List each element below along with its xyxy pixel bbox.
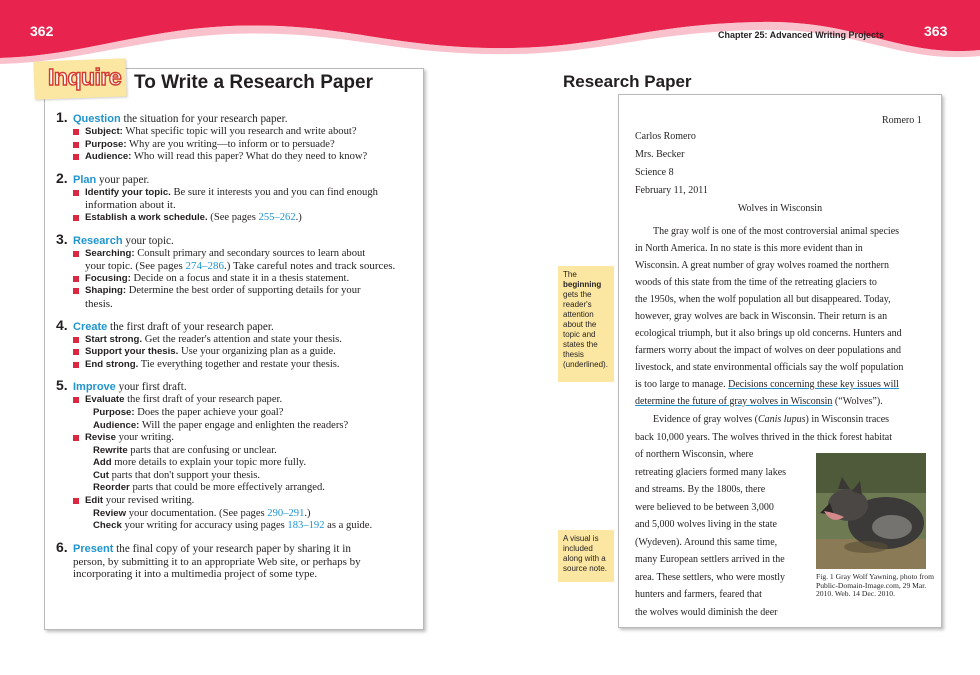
species-name: Canis lupus bbox=[757, 414, 806, 425]
page-link[interactable]: 183–192 bbox=[287, 520, 325, 532]
text-line: back 10,000 years. The wolves thrived in the thick forest habitat bbox=[635, 431, 892, 443]
item-text: Consult primary and secondary sources to learn about bbox=[134, 247, 366, 259]
paper-date: February 11, 2011 bbox=[635, 185, 708, 196]
item-continuation: information about it. bbox=[85, 199, 176, 212]
step-create bbox=[56, 318, 418, 372]
item-text: What specific topic will you research and write about? bbox=[122, 126, 357, 137]
item-label: Searching: bbox=[85, 247, 135, 259]
page-link[interactable]: 255–262 bbox=[258, 211, 296, 223]
step-number: 6. bbox=[56, 538, 68, 555]
bullet-icon bbox=[73, 397, 79, 403]
item-continuation: thesis. bbox=[85, 297, 113, 310]
step-number: 3. bbox=[56, 230, 68, 247]
left-page-number: 362 bbox=[30, 23, 54, 39]
sub-item bbox=[56, 407, 418, 420]
sub-item bbox=[56, 445, 418, 458]
item-label: Support your thesis. bbox=[85, 346, 179, 358]
text-line: the 1950s, when the wolf population all but disappeared. Today, bbox=[635, 294, 891, 305]
item-label: Start strong. bbox=[85, 333, 143, 345]
item-continuation bbox=[56, 260, 418, 273]
item-text: .) Take careful notes and track sources. bbox=[224, 260, 396, 273]
item-label: Shaping: bbox=[85, 285, 127, 297]
bullet-icon bbox=[73, 337, 79, 343]
list-item bbox=[56, 248, 418, 261]
bullet-icon bbox=[73, 215, 79, 221]
text-line: of northern Wisconsin, where bbox=[635, 449, 754, 460]
item-text: Use your organizing plan as a guide. bbox=[178, 346, 336, 358]
item-label: End strong. bbox=[85, 358, 139, 370]
step-text: your paper. bbox=[96, 173, 150, 186]
list-item bbox=[56, 394, 418, 407]
text-line: woods of this state from the time of the retreating glaciers to bbox=[635, 277, 877, 288]
margin-note-visual: A visual is included along with a source note. bbox=[558, 530, 614, 582]
text-line: hunters and farmers, feared that bbox=[635, 589, 762, 600]
paragraph-1 bbox=[635, 223, 935, 410]
text-line bbox=[635, 393, 935, 410]
list-item bbox=[56, 432, 418, 445]
step-keyword: Question bbox=[73, 113, 121, 125]
item-text: Decide on a focus and state it in a thesis statement. bbox=[130, 272, 350, 284]
list-item bbox=[56, 359, 418, 372]
step-text: the final copy of your research paper by sharing it in bbox=[113, 542, 352, 555]
list-item bbox=[56, 346, 418, 359]
step-text: the first draft of your research paper. bbox=[107, 320, 274, 333]
item-label: Focusing: bbox=[85, 272, 131, 284]
sub-item bbox=[56, 420, 418, 433]
step-number: 4. bbox=[56, 316, 68, 333]
text-line: livestock, and state environmental officials say the wolf population bbox=[635, 362, 904, 373]
research-paper-sample bbox=[618, 94, 942, 628]
item-text: more details to explain your topic more fully. bbox=[111, 457, 307, 469]
item-label: Check bbox=[93, 520, 122, 532]
paper-title: Wolves in Wisconsin bbox=[737, 203, 823, 214]
item-text: parts that could be more effectively arranged. bbox=[129, 482, 325, 494]
text-line: in North America. In no state is this more evident than in bbox=[635, 243, 863, 254]
sub-item bbox=[56, 520, 418, 533]
chapter-title: Chapter 25: Advanced Writing Projects bbox=[718, 30, 885, 40]
item-text: Why are you writing—to inform or to persuade? bbox=[126, 138, 335, 150]
list-item bbox=[56, 139, 418, 152]
bullet-icon bbox=[73, 362, 79, 368]
list-item bbox=[56, 151, 418, 164]
step-number: 5. bbox=[56, 377, 68, 394]
step-plan bbox=[56, 171, 418, 225]
item-label: Reorder bbox=[93, 482, 130, 494]
item-text: Determine the best order of supporting details for your bbox=[126, 285, 361, 297]
step-keyword: Improve bbox=[73, 381, 116, 394]
step-keyword: Research bbox=[73, 234, 123, 247]
running-head: Romero 1 bbox=[882, 115, 922, 126]
item-text: Will the paper engage and enlighten the readers? bbox=[139, 419, 349, 431]
text-line: however, gray wolves are back in Wisconsin. Their return is an bbox=[635, 311, 888, 322]
text-line: the wolves would diminish the deer bbox=[635, 606, 778, 618]
item-label: Evaluate bbox=[85, 394, 125, 406]
item-text: .) bbox=[304, 507, 311, 519]
note-text: gets the reader's attention about the topic and states the thesis (underlined). bbox=[563, 290, 608, 369]
item-text: parts that don't support your thesis. bbox=[108, 469, 261, 481]
text-line: retreating glaciers formed many lakes bbox=[635, 466, 787, 478]
item-label: Establish a work schedule. bbox=[85, 211, 208, 223]
text-line bbox=[635, 411, 935, 429]
wolf-photo bbox=[816, 453, 926, 569]
class-name: Science 8 bbox=[635, 167, 674, 178]
sub-item bbox=[56, 457, 418, 470]
item-text: Tie everything together and restate your thesis. bbox=[138, 358, 340, 370]
text-line: and streams. By the 1800s, there bbox=[635, 484, 766, 495]
item-text: parts that are confusing or unclear. bbox=[127, 444, 277, 456]
text-segment: is too large to manage. bbox=[635, 379, 729, 390]
item-label: Subject: bbox=[85, 126, 123, 137]
text-line: farmers worry about the impact of wolves on deer populations and bbox=[635, 345, 902, 356]
sub-item bbox=[56, 470, 418, 483]
step-number: 2. bbox=[56, 169, 68, 186]
list-item bbox=[56, 273, 418, 286]
step-question bbox=[56, 110, 418, 164]
step-continuation: incorporating it into a multimedia project of some type. bbox=[73, 568, 318, 581]
step-number: 1. bbox=[56, 109, 68, 125]
thesis-underline: Decisions concerning these key issues will bbox=[728, 379, 899, 390]
item-text: Be sure it interests you and you can find enough bbox=[170, 186, 378, 198]
bullet-icon bbox=[73, 498, 79, 504]
item-text: .) bbox=[295, 211, 302, 223]
item-label: Revise bbox=[85, 432, 116, 444]
left-title: To Write a Research Paper bbox=[134, 72, 374, 93]
step-keyword: Plan bbox=[73, 173, 97, 186]
item-text: Who will read this paper? What do they need to know? bbox=[131, 151, 368, 163]
step-text: your topic. bbox=[122, 234, 174, 247]
item-label: Rewrite bbox=[93, 444, 128, 456]
text-line bbox=[635, 376, 935, 393]
step-research bbox=[56, 232, 418, 311]
item-label: Cut bbox=[93, 469, 109, 481]
bullet-icon bbox=[73, 190, 79, 196]
text-line: and 5,000 wolves living in the state bbox=[635, 519, 777, 530]
text-segment: Evidence of gray wolves ( bbox=[653, 414, 758, 425]
step-continuation: person, by submitting it to an appropriate Web site, or perhaps by bbox=[73, 555, 361, 568]
author-name: Carlos Romero bbox=[635, 131, 696, 142]
item-label: Audience: bbox=[93, 419, 140, 431]
text-segment: (“Wolves”). bbox=[832, 396, 883, 407]
step-keyword: Present bbox=[73, 542, 114, 555]
right-page-number: 363 bbox=[924, 23, 948, 39]
list-item bbox=[56, 495, 418, 508]
bullet-icon bbox=[73, 276, 79, 282]
inquire-badge: Inquire bbox=[48, 64, 122, 90]
item-text: your writing for accuracy using pages bbox=[121, 520, 288, 532]
bullet-icon bbox=[73, 288, 79, 294]
figure-caption: Fig. 1 Gray Wolf Yawning, photo from Public-Domain-Image.com, 29 Mar. 2010. Web. 14 Dec. 2010. bbox=[816, 572, 935, 599]
teacher-name: Mrs. Becker bbox=[635, 149, 685, 160]
note-keyword: beginning bbox=[563, 280, 602, 289]
sub-item bbox=[56, 508, 418, 521]
item-label: Purpose: bbox=[93, 406, 135, 418]
item-label: Review bbox=[93, 507, 127, 519]
item-text: the first draft of your research paper. bbox=[124, 394, 283, 406]
step-text: your first draft. bbox=[115, 381, 187, 394]
page-link[interactable]: 290–291 bbox=[267, 507, 305, 519]
text-line: area. These settlers, who were mostly bbox=[635, 571, 786, 583]
text-line: many European settlers arrived in the bbox=[635, 554, 785, 565]
step-text: the situation for your research paper. bbox=[120, 113, 288, 125]
bullet-icon bbox=[73, 129, 79, 135]
item-label: Identify your topic. bbox=[85, 186, 171, 198]
bullet-icon bbox=[73, 349, 79, 355]
text-line: The gray wolf is one of the most controversial animal species bbox=[653, 226, 900, 237]
margin-note-beginning bbox=[558, 266, 614, 382]
bullet-icon bbox=[73, 251, 79, 257]
list-item bbox=[56, 285, 418, 298]
steps-list bbox=[56, 110, 418, 588]
item-text: (See pages bbox=[207, 211, 259, 223]
step-improve bbox=[56, 378, 418, 533]
item-label: Purpose: bbox=[85, 138, 127, 150]
thesis-underline: determine the future of gray wolves in Wisconsin bbox=[635, 396, 833, 407]
bullet-icon bbox=[73, 142, 79, 148]
item-text: your topic. (See pages bbox=[85, 260, 186, 273]
sub-item bbox=[56, 482, 418, 495]
step-keyword: Create bbox=[73, 320, 108, 333]
page-link[interactable]: 274–286 bbox=[185, 260, 224, 273]
item-text: your writing. bbox=[115, 432, 174, 444]
step-present bbox=[56, 540, 418, 581]
list-item bbox=[56, 126, 418, 139]
bullet-icon bbox=[73, 435, 79, 441]
text-segment: ) in Wisconsin traces bbox=[805, 414, 890, 425]
item-label: Add bbox=[93, 457, 112, 469]
item-label: Audience: bbox=[85, 151, 132, 163]
list-item bbox=[56, 334, 418, 347]
item-text: your revised writing. bbox=[103, 495, 195, 507]
list-item bbox=[56, 187, 418, 200]
text-line: (Wydeven). Around this same time, bbox=[635, 536, 778, 548]
right-title: Research Paper bbox=[563, 72, 692, 91]
text-line: Wisconsin. A great number of gray wolves roamed the northern bbox=[635, 260, 889, 271]
list-item bbox=[56, 212, 418, 225]
note-text: The bbox=[563, 270, 577, 279]
item-text: Get the reader's attention and state your thesis. bbox=[142, 333, 342, 345]
item-label: Edit bbox=[85, 495, 104, 507]
bullet-icon bbox=[73, 154, 79, 160]
item-text: your documentation. (See pages bbox=[126, 507, 268, 519]
item-text: as a guide. bbox=[324, 520, 373, 532]
text-line: were believed to be between 3,000 bbox=[635, 501, 774, 513]
item-text: Does the paper achieve your goal? bbox=[134, 406, 284, 418]
text-line: ecological triumph, but it also brings up old concerns. Hunters and bbox=[635, 328, 902, 339]
